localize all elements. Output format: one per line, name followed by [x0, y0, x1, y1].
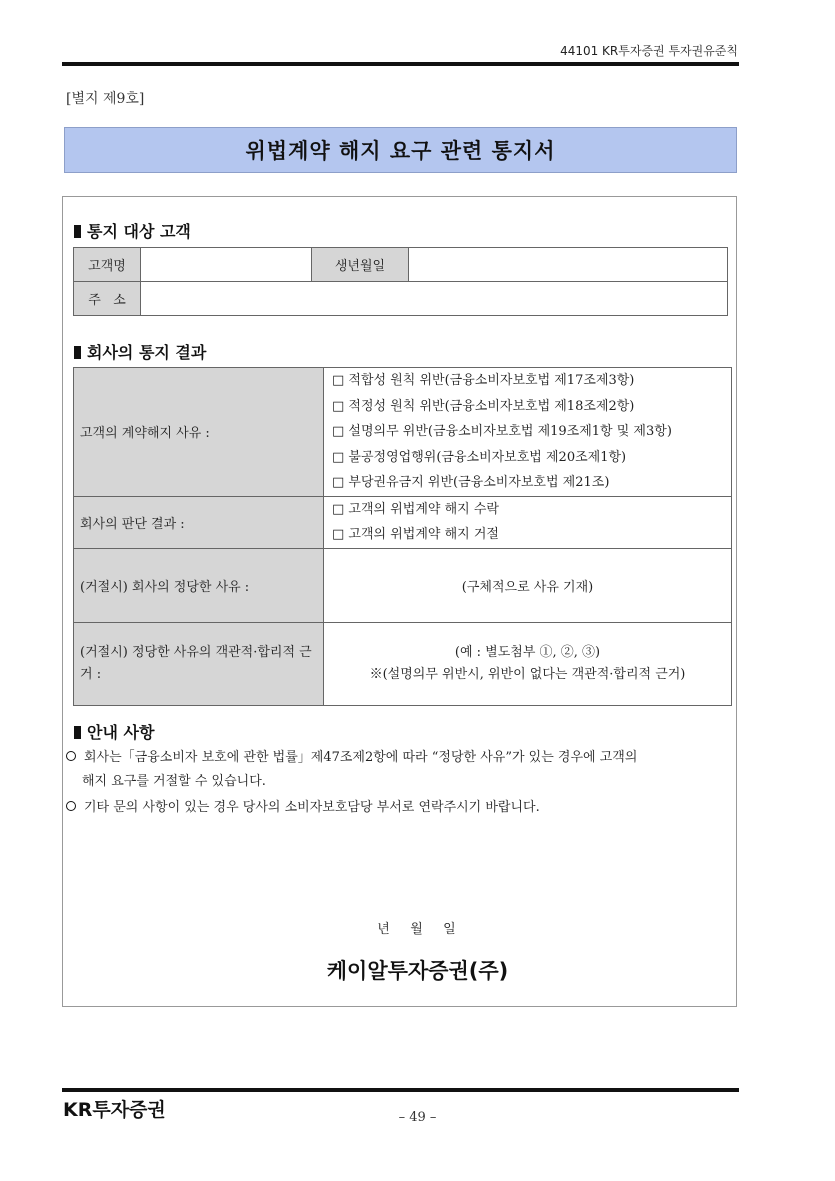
termination-reason-label: 고객의 계약해지 사유 :	[74, 368, 324, 497]
decision-label: 회사의 판단 결과 :	[74, 496, 324, 548]
basis-example: (예 : 별도첨부 ①, ②, ③)	[454, 644, 601, 660]
reason-option-disclosure[interactable]: □ 설명의무 위반(금융소비자보호법 제19조제1항 및 제3항)	[332, 424, 672, 439]
date-line: 년 월 일	[377, 922, 458, 937]
square-bullet-icon	[74, 346, 81, 359]
company-logo: KR투자증권	[63, 1099, 166, 1121]
notice-item-2: 기타 문의 사항이 있는 경우 당사의 소비자보호담당 부서로 연락주시기 바랍니다.	[66, 796, 540, 820]
section-heading-result: 회사의 통지 결과	[74, 340, 206, 363]
reason-option-unfair-practice[interactable]: □ 불공정영업행위(금융소비자보호법 제20조제1항)	[332, 449, 627, 465]
page-number: – 49 –	[398, 1110, 437, 1125]
name-field[interactable]	[141, 248, 312, 282]
footer-rule	[62, 1088, 739, 1092]
basis-field[interactable]	[324, 622, 732, 705]
justification-field[interactable]: (구체적으로 사유 기재)	[324, 548, 732, 622]
birthdate-field[interactable]	[409, 248, 728, 282]
section-heading-customer: 통지 대상 고객	[74, 219, 191, 242]
header-rule	[62, 62, 739, 66]
name-label: 고객명	[74, 248, 141, 282]
address-field[interactable]	[141, 282, 728, 316]
address-label: 주 소	[74, 282, 141, 316]
document-code: 44101 KR투자증권 투자권유준칙	[560, 44, 738, 58]
square-bullet-icon	[74, 225, 81, 238]
reason-option-improper-solicitation[interactable]: □ 부당권유금지 위반(금융소비자보호법 제21조)	[332, 475, 610, 490]
termination-reason-options	[324, 368, 732, 497]
decision-option-accept[interactable]: □ 고객의 위법계약 해지 수락	[332, 501, 499, 517]
reason-option-suitability[interactable]: □ 적합성 원칙 위반(금융소비자보호법 제17조제3항)	[332, 373, 635, 388]
form-number: [별지 제9호]	[66, 91, 145, 107]
company-name: 케이알투자증권(주)	[326, 959, 509, 983]
circle-bullet-icon	[66, 751, 76, 761]
basis-note: ※(설명의무 위반시, 위반이 없다는 객관적·합리적 근거)	[369, 666, 686, 682]
birthdate-label: 생년월일	[312, 248, 409, 282]
section-heading-notice: 안내 사항	[74, 720, 154, 743]
title-box	[64, 127, 737, 173]
justification-label: (거절시) 회사의 정당한 사유 :	[74, 548, 324, 622]
page-title: 위법계약 해지 요구 관련 통지서	[245, 139, 556, 163]
notice-item-1: 회사는「금융소비자 보호에 관한 법률」제47조제2항에 따라 “정당한 사유”가 있는 경우에 고객의 해지 요구를 거절할 수 있습니다.	[66, 746, 637, 794]
basis-label: (거절시) 정당한 사유의 객관적·합리적 근거 :	[74, 622, 324, 705]
reason-option-appropriateness[interactable]: □ 적정성 원칙 위반(금융소비자보호법 제18조제2항)	[332, 398, 635, 414]
decision-options	[324, 496, 732, 548]
result-table	[73, 367, 732, 706]
customer-table	[73, 247, 728, 316]
square-bullet-icon	[74, 726, 81, 739]
circle-bullet-icon	[66, 801, 76, 811]
decision-option-reject[interactable]: □ 고객의 위법계약 해지 거절	[332, 527, 499, 542]
